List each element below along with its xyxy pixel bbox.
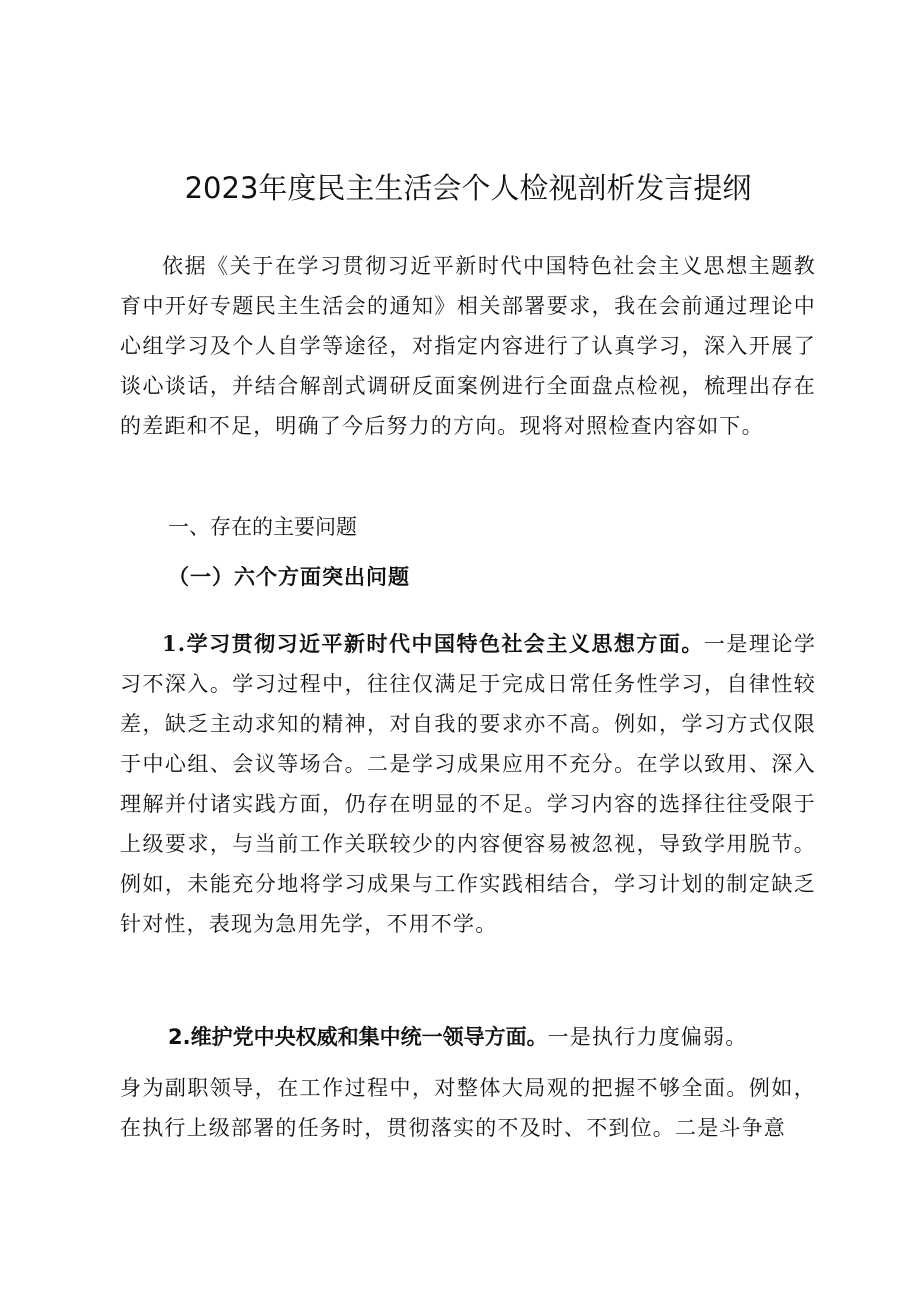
item-2-title: 2.维护党中央权威和集中统一领导方面。 [168, 1025, 548, 1049]
subsection-heading-six-aspects: （一）六个方面突出问题 [168, 564, 410, 589]
document-title: 2023年度民主生活会个人检视剖析发言提纲 [184, 171, 752, 205]
intro-paragraph: 依据《关于在学习贯彻习近平新时代中国特色社会主义思想主题教育中开好专题民主生活会的通知》相关部署要求，我在会前通过理论中心组学习及个人自学等途径，对指定内容进行了认真学习，深入开展了谈心谈话，并结合解剖式调研反面案例进行全面盘点检视，梳理出存在的差距和不足，明确了今后努力的方向。现将对照检查内容如下。 [120, 254, 816, 438]
item-2-body: 身为副职领导，在工作过程中，对整体大局观的把握不够全面。例如，在执行上级部署的任务时，贯彻落实的不及时、不到位。二是斗争意 [120, 1076, 816, 1140]
item-1-body: 一是理论学习不深入。学习过程中，往往仅满足于完成日常任务性学习，自律性较差，缺乏主动求知的精神，对自我的要求亦不高。例如，学习方式仅限于中心组、会议等场合。二是学习成果应用不充分。在学以致用、深入理解并付诸实践方面，仍存在明显的不足。学习内容的选择往往受限于上级要求，与当前工作关联较少的内容便容易被忽视，导致学用脱节。例如，未能充分地将学习成果与工作实践相结合，学习计划的制定缺乏针对性，表现为急用先学，不用不学。 [120, 632, 817, 936]
item-1-paragraph [120, 624, 816, 944]
section-heading-main-problems: 一、存在的主要问题 [168, 515, 357, 539]
item-2-lead: 一是执行力度偏弱。 [547, 1025, 748, 1049]
item-1-title: 1.学习贯彻习近平新时代中国特色社会主义思想方面。 [162, 631, 704, 656]
item-2-lead-line [168, 1017, 816, 1057]
